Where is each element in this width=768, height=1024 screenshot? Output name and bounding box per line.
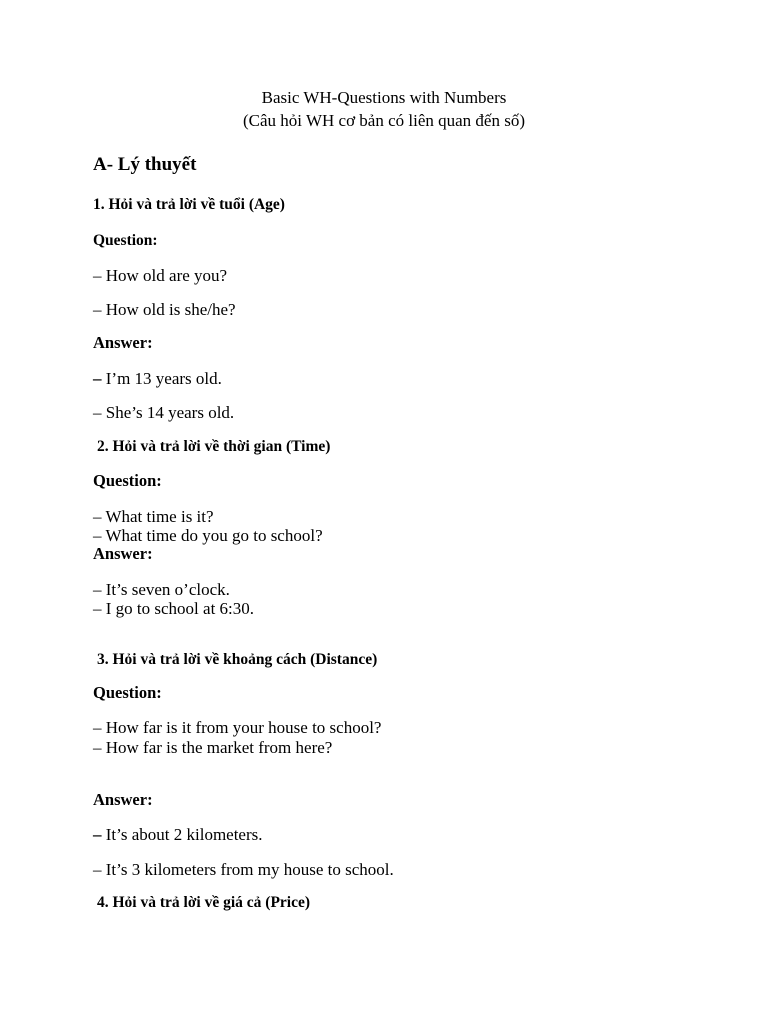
answer-dash: – <box>93 860 102 879</box>
document-title: Basic WH-Questions with Numbers <box>261 88 507 107</box>
answer-label: Answer: <box>93 790 153 809</box>
question-line: – What time do you go to school? <box>93 526 323 545</box>
answer-line: – I go to school at 6:30. <box>93 599 255 618</box>
topic-heading-price: 4. Hỏi và trả lời về giá cả (Price) <box>97 894 311 911</box>
answer-text: She’s 14 years old. <box>101 403 235 422</box>
question-line: – How far is it from your house to school? <box>93 718 382 737</box>
question-label: Question: <box>93 232 158 249</box>
answer-dash: – <box>93 825 102 844</box>
answer-line <box>93 861 394 878</box>
document-subtitle: (Câu hỏi WH cơ bản có liên quan đến số) <box>242 111 526 130</box>
question-label: Question: <box>93 471 162 490</box>
answer-text: I’m 13 years old. <box>101 369 222 388</box>
answer-label: Answer: <box>93 333 153 352</box>
topic-heading-distance: 3. Hỏi và trả lời về khoảng cách (Distance) <box>97 651 378 668</box>
section-heading: A- Lý thuyết <box>93 154 197 175</box>
answer-dash: – <box>93 403 102 422</box>
topic-heading-time: 2. Hỏi và trả lời về thời gian (Time) <box>97 438 331 455</box>
question-label: Question: <box>93 683 162 702</box>
answer-line: – It’s seven o’clock. <box>93 580 230 599</box>
question-line: – How far is the market from here? <box>93 738 333 757</box>
answer-dash: – <box>93 369 102 388</box>
topic-heading-age: 1. Hỏi và trả lời về tuổi (Age) <box>93 196 285 213</box>
question-line: – How old is she/he? <box>93 300 236 319</box>
answer-text: It’s about 2 kilometers. <box>101 825 263 844</box>
answer-line <box>93 826 263 843</box>
answer-label: Answer: <box>93 544 153 563</box>
answer-line <box>93 404 234 421</box>
question-line: – What time is it? <box>93 507 214 526</box>
question-line: – How old are you? <box>93 266 228 285</box>
answer-text: It’s 3 kilometers from my house to school. <box>101 860 394 879</box>
answer-line <box>93 370 222 387</box>
